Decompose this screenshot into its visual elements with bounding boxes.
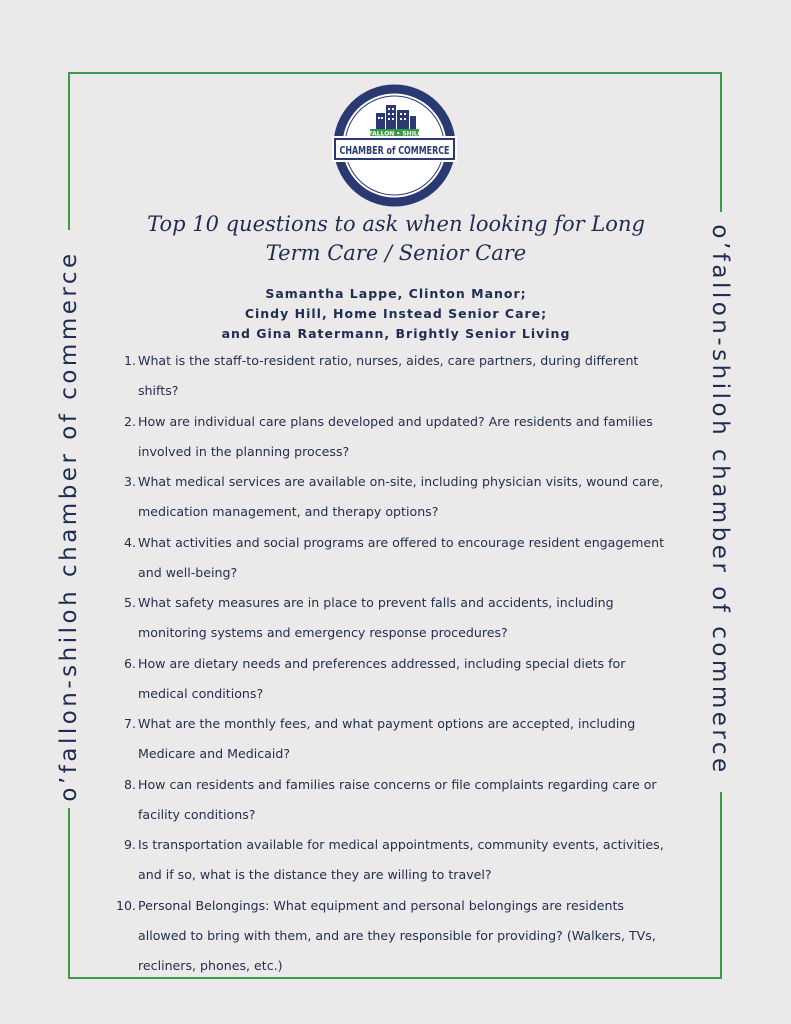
authors-block — [120, 284, 672, 344]
question-number: 3. — [123, 474, 136, 489]
question-number: 2. — [123, 413, 136, 429]
question-item — [108, 346, 668, 406]
question-text: How can residents and families raise concerns or file complaints regarding care or facility conditions? — [138, 776, 657, 822]
question-text: How are dietary needs and preferences addressed, including special diets for medical conditions? — [138, 655, 626, 701]
question-number: 7. — [123, 716, 136, 731]
frame-left-border-upper — [68, 72, 70, 230]
author-line: and Gina Ratermann, Brightly Senior Living — [221, 326, 571, 341]
question-item — [108, 770, 668, 830]
question-text: What are the monthly fees, and what payment options are accepted, including Medicare and Medicaid? — [138, 716, 636, 761]
chamber-logo — [332, 83, 457, 208]
question-number: 9. — [123, 837, 136, 852]
questions-list — [108, 346, 668, 981]
question-text: What is the staff-to-resident ratio, nurses, aides, care partners, during different shifts? — [138, 353, 639, 398]
question-text: How are individual care plans developed and updated? Are residents and families involved in the planning process? — [138, 413, 653, 459]
frame-right-border-upper — [720, 72, 722, 212]
logo-top-line: O’FALLON • SHILOH — [361, 130, 428, 138]
question-item — [108, 891, 668, 981]
author-line: Samantha Lappe, Clinton Manor; — [265, 286, 527, 301]
question-item — [108, 528, 668, 588]
question-text: What safety measures are in place to prevent falls and accidents, including monitoring systems and emergency response procedures? — [138, 595, 614, 640]
question-number: 8. — [123, 776, 136, 792]
logo-main-line: CHAMBER of COMMERCE — [339, 145, 450, 157]
question-item — [108, 407, 668, 467]
question-text: Personal Belongings: What equipment and personal belongings are residents allowed to bring with them, and are they responsible for providing? (Walkers, TVs, recliners, phones, etc.) — [138, 897, 656, 973]
question-item — [108, 709, 668, 769]
author-line: Cindy Hill, Home Instead Senior Care; — [244, 306, 548, 321]
question-item — [108, 649, 668, 709]
page-title: Top 10 questions to ask when looking for Long Term Care / Senior Care — [147, 212, 645, 265]
side-text-left: o’fallon-shiloh chamber of commerce — [56, 250, 82, 802]
question-item — [108, 467, 668, 527]
question-number: 10. — [115, 897, 136, 913]
question-number: 4. — [123, 534, 136, 550]
question-item — [108, 588, 668, 648]
question-number: 1. — [123, 353, 136, 368]
question-text: What medical services are available on-site, including physician visits, wound care, medication management, and therapy options? — [138, 474, 664, 519]
frame-right-border-lower — [720, 792, 722, 979]
question-text: What activities and social programs are offered to encourage resident engagement and well-being? — [138, 534, 665, 580]
side-text-right: o’fallon-shiloh chamber of commerce — [707, 224, 733, 776]
question-number: 5. — [123, 595, 136, 610]
question-item — [108, 830, 668, 890]
frame-left-border-lower — [68, 808, 70, 979]
question-text: Is transportation available for medical appointments, community events, activities, and if so, what is the distance they are willing to travel? — [138, 837, 664, 882]
question-number: 6. — [123, 655, 136, 671]
frame-top-border — [68, 72, 722, 74]
